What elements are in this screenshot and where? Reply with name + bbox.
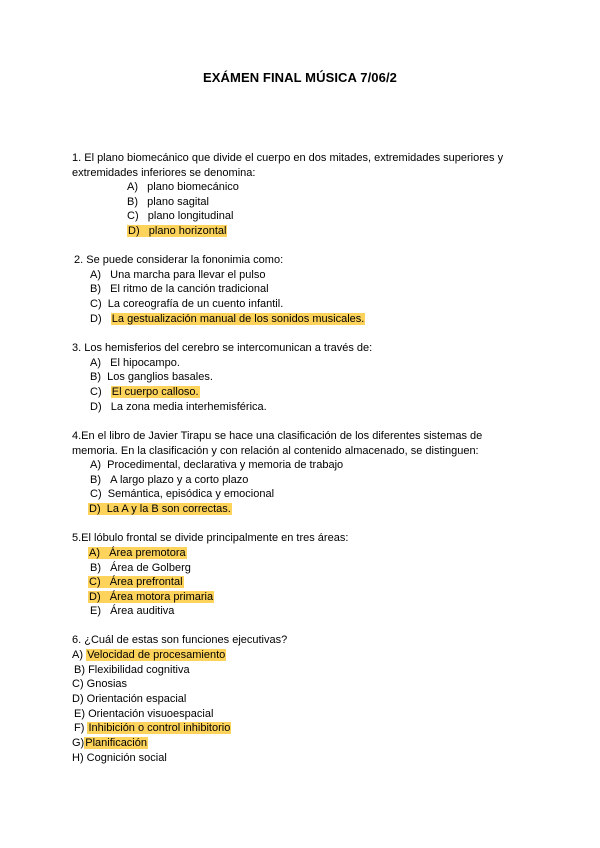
option-f bbox=[74, 721, 231, 735]
option-letter: C) bbox=[90, 386, 102, 398]
option-letter: C) bbox=[90, 298, 102, 310]
option-letter: F) bbox=[74, 722, 85, 734]
option-letter: A) bbox=[90, 357, 101, 369]
option-text: A largo plazo y a corto plazo bbox=[110, 474, 249, 486]
option-letter: H) bbox=[72, 752, 84, 764]
option-c bbox=[90, 487, 274, 501]
option-text: Procedimental, declarativa y memoria de trabajo bbox=[107, 459, 344, 471]
option-text: La A y la B son correctas. bbox=[106, 503, 231, 515]
question-text-line: extremidades inferiores se denomina: bbox=[72, 167, 256, 179]
option-a bbox=[90, 356, 180, 370]
option-text: Orientación espacial bbox=[86, 693, 187, 705]
option-text: Gnosias bbox=[86, 678, 128, 690]
option-letter: C) bbox=[89, 576, 101, 588]
option-letter: B) bbox=[127, 196, 138, 208]
option-text: Área premotora bbox=[109, 547, 186, 559]
option-text: La zona media interhemisférica. bbox=[110, 401, 267, 413]
option-text: plano horizontal bbox=[148, 225, 227, 237]
highlighted-answer: Velocidad de procesamiento bbox=[87, 649, 226, 661]
option-letter: D) bbox=[90, 313, 102, 325]
question-text-line: memoria. En la clasificación y con relación al contenido almacenado, se distinguen: bbox=[72, 445, 479, 457]
option-letter: D) bbox=[90, 401, 102, 413]
option-g bbox=[72, 736, 148, 750]
option-letter: D) bbox=[89, 503, 101, 515]
highlighted-answer bbox=[88, 503, 232, 515]
highlighted-answer bbox=[88, 576, 184, 588]
option-c bbox=[127, 209, 233, 223]
option-d bbox=[88, 590, 214, 604]
option-text: plano sagital bbox=[147, 196, 209, 208]
option-text: plano longitudinal bbox=[147, 210, 234, 222]
option-e bbox=[90, 604, 174, 618]
option-letter: D) bbox=[72, 693, 84, 705]
highlighted-answer: La gestualización manual de los sonidos musicales. bbox=[111, 313, 365, 325]
option-c bbox=[90, 297, 283, 311]
option-letter: G) bbox=[72, 737, 85, 749]
option-d bbox=[90, 312, 365, 326]
question-text-line: 2. Se puede considerar la fononimia como: bbox=[74, 254, 284, 266]
option-letter: A) bbox=[127, 181, 138, 193]
option-letter: C) bbox=[127, 210, 139, 222]
option-text: El hipocampo. bbox=[110, 357, 180, 369]
option-letter: D) bbox=[89, 591, 101, 603]
option-text: plano biomecánico bbox=[147, 181, 239, 193]
option-letter: B) bbox=[90, 474, 101, 486]
option-letter: B) bbox=[90, 562, 101, 574]
option-letter: B) bbox=[90, 283, 101, 295]
option-letter: A) bbox=[89, 547, 100, 559]
option-text: La coreografía de un cuento infantil. bbox=[107, 298, 284, 310]
option-c bbox=[90, 385, 200, 399]
option-text: Flexibilidad cognitiva bbox=[88, 664, 190, 676]
question-text-line: 5.El lóbulo frontal se divide principalmente en tres áreas: bbox=[72, 532, 349, 544]
option-a bbox=[127, 180, 239, 194]
option-text: El ritmo de la canción tradicional bbox=[110, 283, 269, 295]
highlighted-answer bbox=[127, 225, 227, 237]
highlighted-answer: El cuerpo calloso. bbox=[111, 386, 199, 398]
option-b bbox=[127, 195, 209, 209]
option-text: Los ganglios basales. bbox=[107, 371, 213, 383]
option-a bbox=[72, 648, 226, 662]
highlighted-answer: Inhibición o control inhibitorio bbox=[88, 722, 231, 734]
option-text: Semántica, episódica y emocional bbox=[107, 488, 275, 500]
option-text: Cognición social bbox=[86, 752, 167, 764]
option-b bbox=[90, 370, 213, 384]
question-text-line: 1. El plano biomecánico que divide el cuerpo en dos mitades, extremidades superiores y bbox=[72, 152, 504, 164]
option-text: Una marcha para llevar el pulso bbox=[110, 269, 266, 281]
highlighted-answer: Planificación bbox=[85, 737, 147, 749]
option-letter: C) bbox=[72, 678, 84, 690]
option-text: Área de Golberg bbox=[110, 562, 191, 574]
option-text: Área prefrontal bbox=[109, 576, 183, 588]
option-h bbox=[72, 751, 167, 765]
option-text: Área auditiva bbox=[110, 605, 175, 617]
question-text-line: 6. ¿Cuál de estas son funciones ejecutivas? bbox=[72, 634, 288, 646]
option-letter: C) bbox=[90, 488, 102, 500]
option-letter: A) bbox=[72, 649, 83, 661]
option-a bbox=[90, 458, 343, 472]
option-a bbox=[90, 268, 265, 282]
option-b bbox=[90, 282, 269, 296]
option-letter: A) bbox=[90, 459, 101, 471]
option-letter: E) bbox=[74, 708, 85, 720]
option-c bbox=[72, 677, 127, 691]
option-c bbox=[88, 575, 184, 589]
option-letter: B) bbox=[74, 664, 85, 676]
option-d bbox=[88, 502, 232, 516]
page-title: EXÁMEN FINAL MÚSICA 7/06/2 bbox=[202, 70, 398, 85]
option-e bbox=[74, 707, 213, 721]
option-b bbox=[90, 473, 248, 487]
option-b bbox=[74, 663, 190, 677]
option-d bbox=[72, 692, 186, 706]
option-letter: E) bbox=[90, 605, 101, 617]
option-letter: D) bbox=[128, 225, 140, 237]
option-d bbox=[90, 400, 267, 414]
option-b bbox=[90, 561, 191, 575]
question-text-line: 4.En el libro de Javier Tirapu se hace una clasificación de los diferentes sistemas de bbox=[72, 430, 483, 442]
option-d bbox=[127, 224, 227, 238]
option-a bbox=[88, 546, 187, 560]
highlighted-answer bbox=[88, 547, 187, 559]
option-text: Área motora primaria bbox=[109, 591, 214, 603]
question-text-line: 3. Los hemisferios del cerebro se intercomunican a través de: bbox=[72, 342, 373, 354]
option-text: Orientación visuoespacial bbox=[88, 708, 214, 720]
option-letter: A) bbox=[90, 269, 101, 281]
option-letter: B) bbox=[90, 371, 101, 383]
highlighted-answer bbox=[88, 591, 214, 603]
